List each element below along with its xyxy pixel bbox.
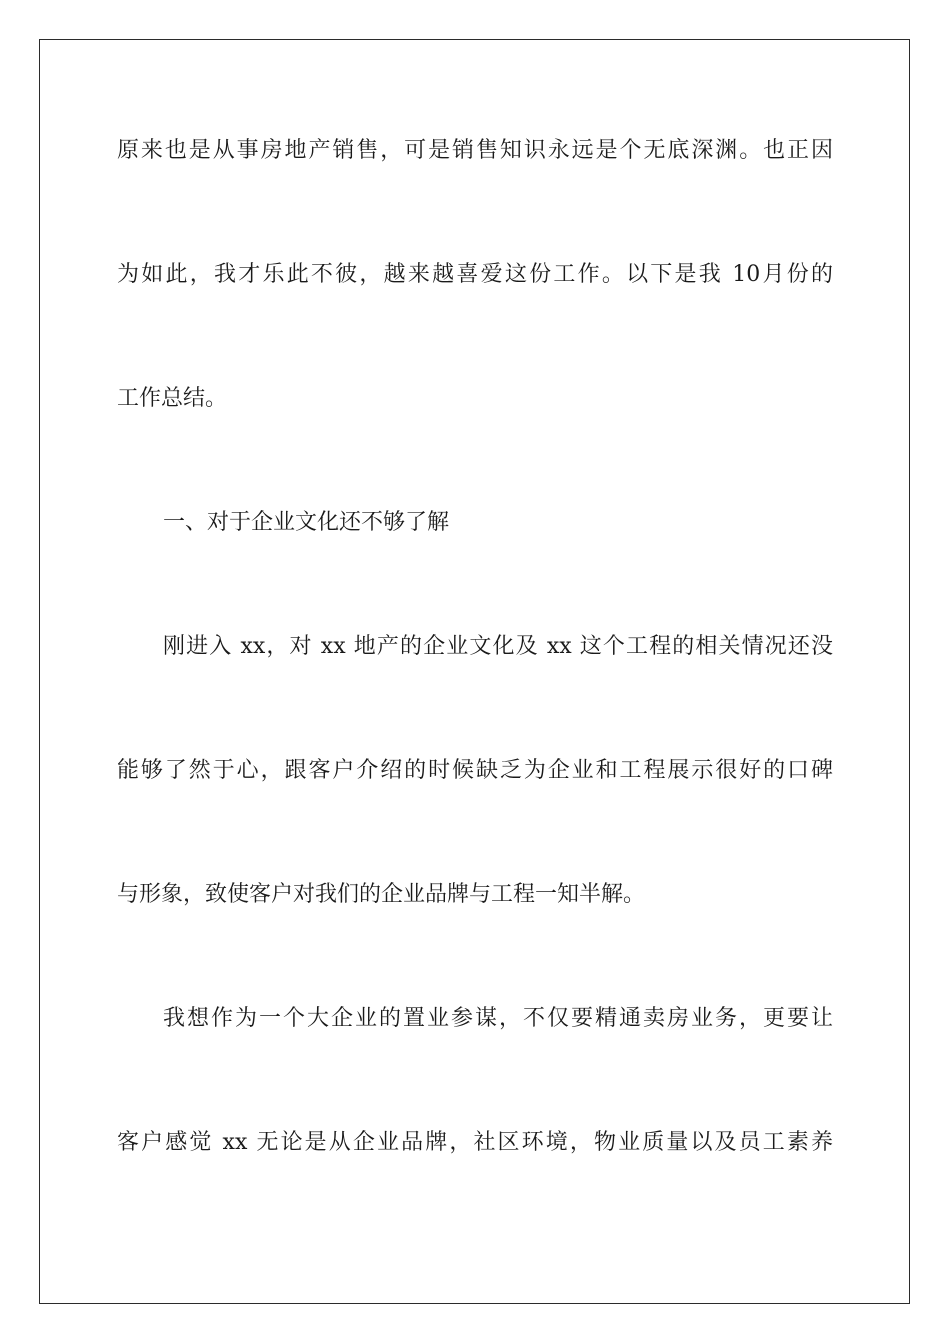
paragraph-line: 刚进入 xx，对 xx 地产的企业文化及 xx 这个工程的相关情况还没 <box>163 634 833 659</box>
page-border <box>39 39 910 1304</box>
paragraph-line: 工作总结。 <box>117 386 228 411</box>
paragraph-line: 为如此，我才乐此不彼，越来越喜爱这份工作。以下是我 10月份的 <box>117 262 833 287</box>
paragraph-line: 客户感觉 xx 无论是从企业品牌，社区环境，物业质量以及员工素养 <box>117 1130 833 1155</box>
paragraph-line: 我想作为一个大企业的置业参谋，不仅要精通卖房业务，更要让 <box>163 1006 833 1031</box>
paragraph-line: 原来也是从事房地产销售，可是销售知识永远是个无底深渊。也正因 <box>117 138 833 163</box>
section-heading: 一、对于企业文化还不够了解 <box>163 510 450 535</box>
paragraph-line: 与形象，致使客户对我们的企业品牌与工程一知半解。 <box>117 882 646 907</box>
paragraph-line: 能够了然于心，跟客户介绍的时候缺乏为企业和工程展示很好的口碑 <box>117 758 833 783</box>
